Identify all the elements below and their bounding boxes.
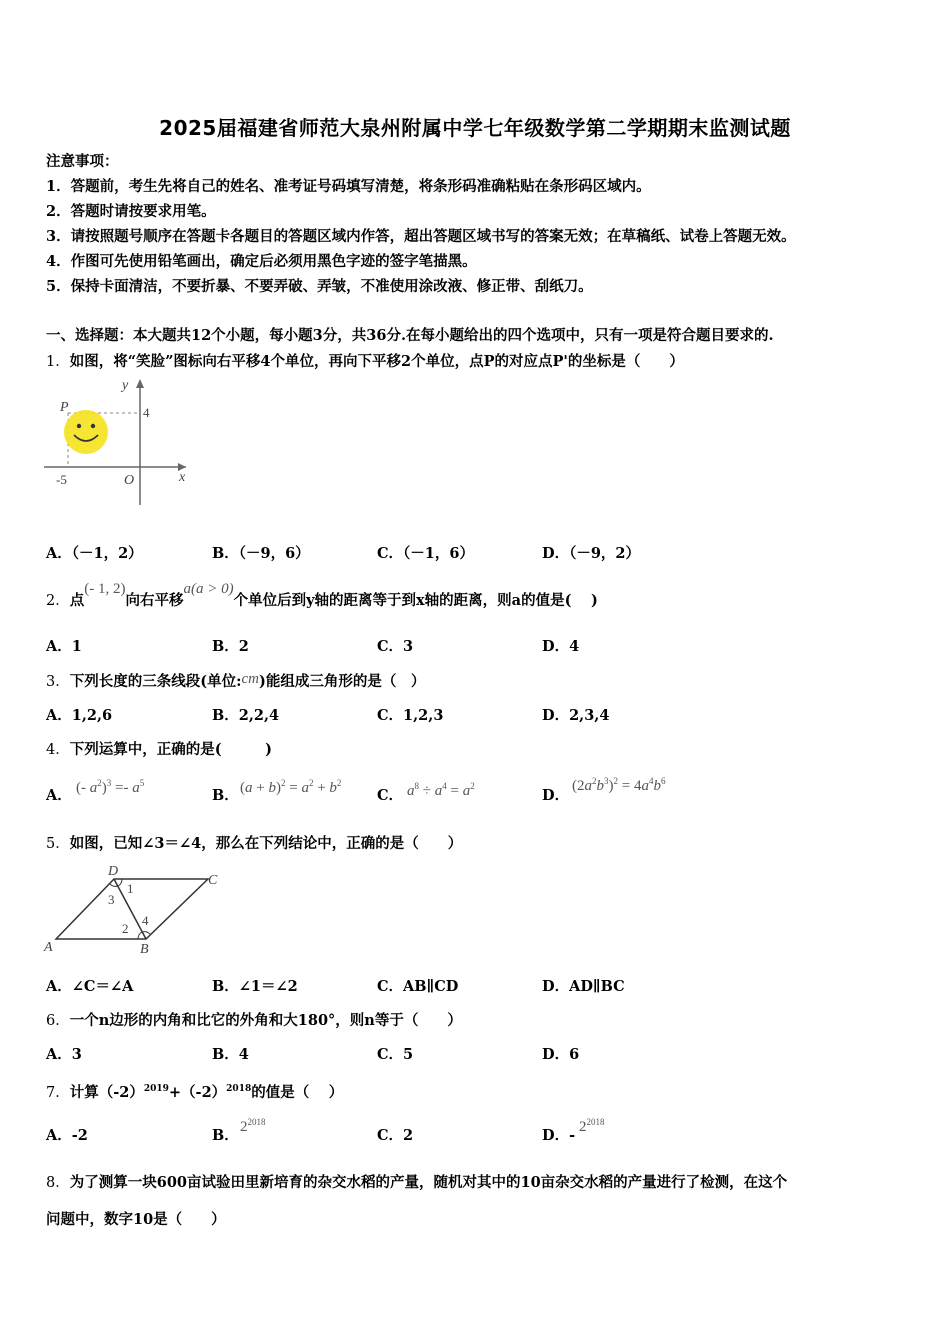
q4-option-c-formula: $a^8 \div a^4 = a^2$ (407, 781, 475, 799)
question-number: 1． (46, 354, 70, 370)
question-number: 6． (46, 1013, 70, 1029)
question-number: 5． (46, 836, 70, 852)
question-3 (46, 672, 425, 692)
question-text: 为了测算一块600亩试验田里新培育的杂交水稻的产量，随机对其中的10亩杂交水稻的产量进行了检测，在这个 (69, 1174, 788, 1191)
unit-cm: cm (241, 671, 259, 687)
shift-expression: a(a > 0) (183, 581, 234, 597)
q6-option-c[interactable]: C．5 (377, 1046, 414, 1063)
question-text: 计算（-2） (69, 1083, 144, 1101)
question-number: 3． (46, 674, 70, 690)
q7-option-d-label[interactable]: D．- (542, 1127, 576, 1144)
tick-neg5-label: -5 (56, 472, 67, 487)
smiley-icon (64, 410, 108, 454)
angle-3-label: 3 (108, 892, 115, 907)
vertex-d-label: D (108, 864, 119, 879)
q7-option-b-formula: $2^{2018}$ (240, 1117, 266, 1135)
q3-option-c[interactable]: C．1,2,3 (377, 707, 444, 724)
q2-option-a[interactable]: A．1 (46, 638, 82, 655)
notice-item-5: 5．保持卡面清洁，不要折暴、不要弄破、弄皱，不准使用涂改液、修正带、刮纸刀。 (46, 278, 593, 295)
question-1 (46, 352, 684, 372)
q1-option-c[interactable]: C．（－1，6） (377, 545, 474, 562)
section-heading: 一、选择题：本大题共12个小题，每小题3分，共36分.在每小题给出的四个选项中，只有一项是符合题目要求的. (46, 327, 774, 344)
q2-option-d[interactable]: D．4 (542, 638, 580, 655)
question-8 (46, 1173, 787, 1193)
q6-option-a[interactable]: A．3 (46, 1046, 82, 1063)
q4-option-d-formula: $(2a^2b^3)^2 = 4a^4b^6$ (572, 776, 666, 794)
notice-heading: 注意事项： (46, 153, 119, 170)
question-2 (46, 581, 598, 611)
q4-option-c-label[interactable]: C． (377, 787, 404, 804)
vertex-b-label: B (140, 942, 149, 955)
q3-option-a[interactable]: A．1,2,6 (46, 707, 113, 724)
question-number: 4． (46, 742, 70, 758)
q4-option-a-formula: (- $a^2)^3 =- a^5$ (76, 778, 145, 796)
q4-option-d-label[interactable]: D． (542, 787, 570, 804)
q1-option-d[interactable]: D．（－9，2） (542, 545, 641, 562)
notice-item-4: 4．作图可先使用铅笔画出，确定后必须用黑色字迹的签字笔描黑。 (46, 253, 477, 270)
q2-option-c[interactable]: C．3 (377, 638, 414, 655)
q5-option-a[interactable]: A．∠C＝∠A (46, 978, 134, 995)
smiley-coordinate-figure (42, 375, 202, 510)
angle-1-label: 1 (127, 881, 134, 896)
q4-option-b-label[interactable]: B． (212, 787, 239, 804)
q3-option-d[interactable]: D．2,3,4 (542, 707, 610, 724)
notice-item-1: 1．答题前，考生先将自己的姓名、准考证号码填写清楚，将条形码准确粘贴在条形码区域内。 (46, 178, 651, 195)
q7-option-d-formula: $2^{2018}$ (579, 1117, 605, 1135)
x-axis-label: x (179, 470, 186, 485)
question-number: 2． (46, 593, 70, 609)
question-number: 7． (46, 1084, 70, 1101)
tick-4-label: 4 (143, 405, 150, 420)
y-axis-label: y (122, 378, 129, 393)
question-text: )能组成三角形的是（ ） (258, 673, 426, 690)
page-title: 2025届福建省师范大泉州附属中学七年级数学第二学期期末监测试题 (159, 116, 791, 140)
question-text: 个单位后到y轴的距离等于到x轴的距离，则a的值是( ) (233, 592, 598, 609)
question-6 (46, 1011, 462, 1031)
question-text: 下列长度的三条线段(单位: (69, 673, 242, 690)
vertex-a-label: A (44, 940, 53, 955)
angle-4-label: 4 (142, 913, 149, 928)
q6-option-b[interactable]: B．4 (212, 1046, 249, 1063)
q6-option-d[interactable]: D．6 (542, 1046, 580, 1063)
question-text: +（-2） (168, 1083, 227, 1101)
notice-item-3: 3．请按照题号顺序在答题卡各题目的答题区域内作答，超出答题区域书写的答案无效；在草稿纸、试卷上答题无效。 (46, 228, 796, 245)
question-text: 如图，已知∠3＝∠4，那么在下列结论中，正确的是（ ） (69, 835, 463, 852)
question-5 (46, 834, 462, 854)
question-text: 的值是（ ） (251, 1083, 344, 1101)
question-8-line-2: 问题中，数字10是（ ） (46, 1211, 226, 1228)
vertex-c-label: C (208, 873, 218, 888)
question-4 (46, 740, 272, 760)
q4-option-a-label[interactable]: A． (46, 787, 72, 804)
question-text: 点 (69, 592, 85, 609)
question-text: 下列运算中，正确的是( ) (69, 741, 272, 758)
question-text: 向右平移 (125, 592, 184, 609)
q2-option-b[interactable]: B．2 (212, 638, 249, 655)
angle-2-label: 2 (122, 921, 129, 936)
q4-option-b-formula: $(a + b)^2 = a^2 + b^2$ (240, 778, 342, 796)
exponent: 2019 (143, 1084, 169, 1094)
point-expression: (- 1, 2) (84, 581, 126, 597)
notice-item-2: 2．答题时请按要求用笔。 (46, 203, 216, 220)
q5-option-b[interactable]: B．∠1＝∠2 (212, 978, 298, 995)
exponent: 2018 (226, 1084, 252, 1094)
q1-option-b[interactable]: B．（－9，6） (212, 545, 310, 562)
question-text: 如图，将“笑脸”图标向右平移4个单位，再向下平移2个单位，点P的对应点P'的坐标是（ ） (69, 353, 684, 370)
q1-option-a[interactable]: A．（－1，2） (46, 545, 143, 562)
question-number: 8． (46, 1175, 70, 1191)
q3-option-b[interactable]: B．2,2,4 (212, 707, 280, 724)
parallelogram-figure (42, 860, 232, 955)
q5-option-c[interactable]: C．AB∥CD (377, 978, 459, 995)
origin-label: O (124, 473, 135, 488)
q7-option-c[interactable]: C．2 (377, 1127, 414, 1144)
q7-option-a[interactable]: A．-2 (46, 1127, 88, 1144)
question-text: 一个n边形的内角和比它的外角和大180°，则n等于（ ） (69, 1012, 462, 1029)
q5-option-d[interactable]: D．AD∥BC (542, 978, 625, 995)
q7-option-b-label[interactable]: B． (212, 1127, 239, 1144)
point-p-label: P (60, 400, 69, 415)
question-7 (46, 1079, 343, 1103)
